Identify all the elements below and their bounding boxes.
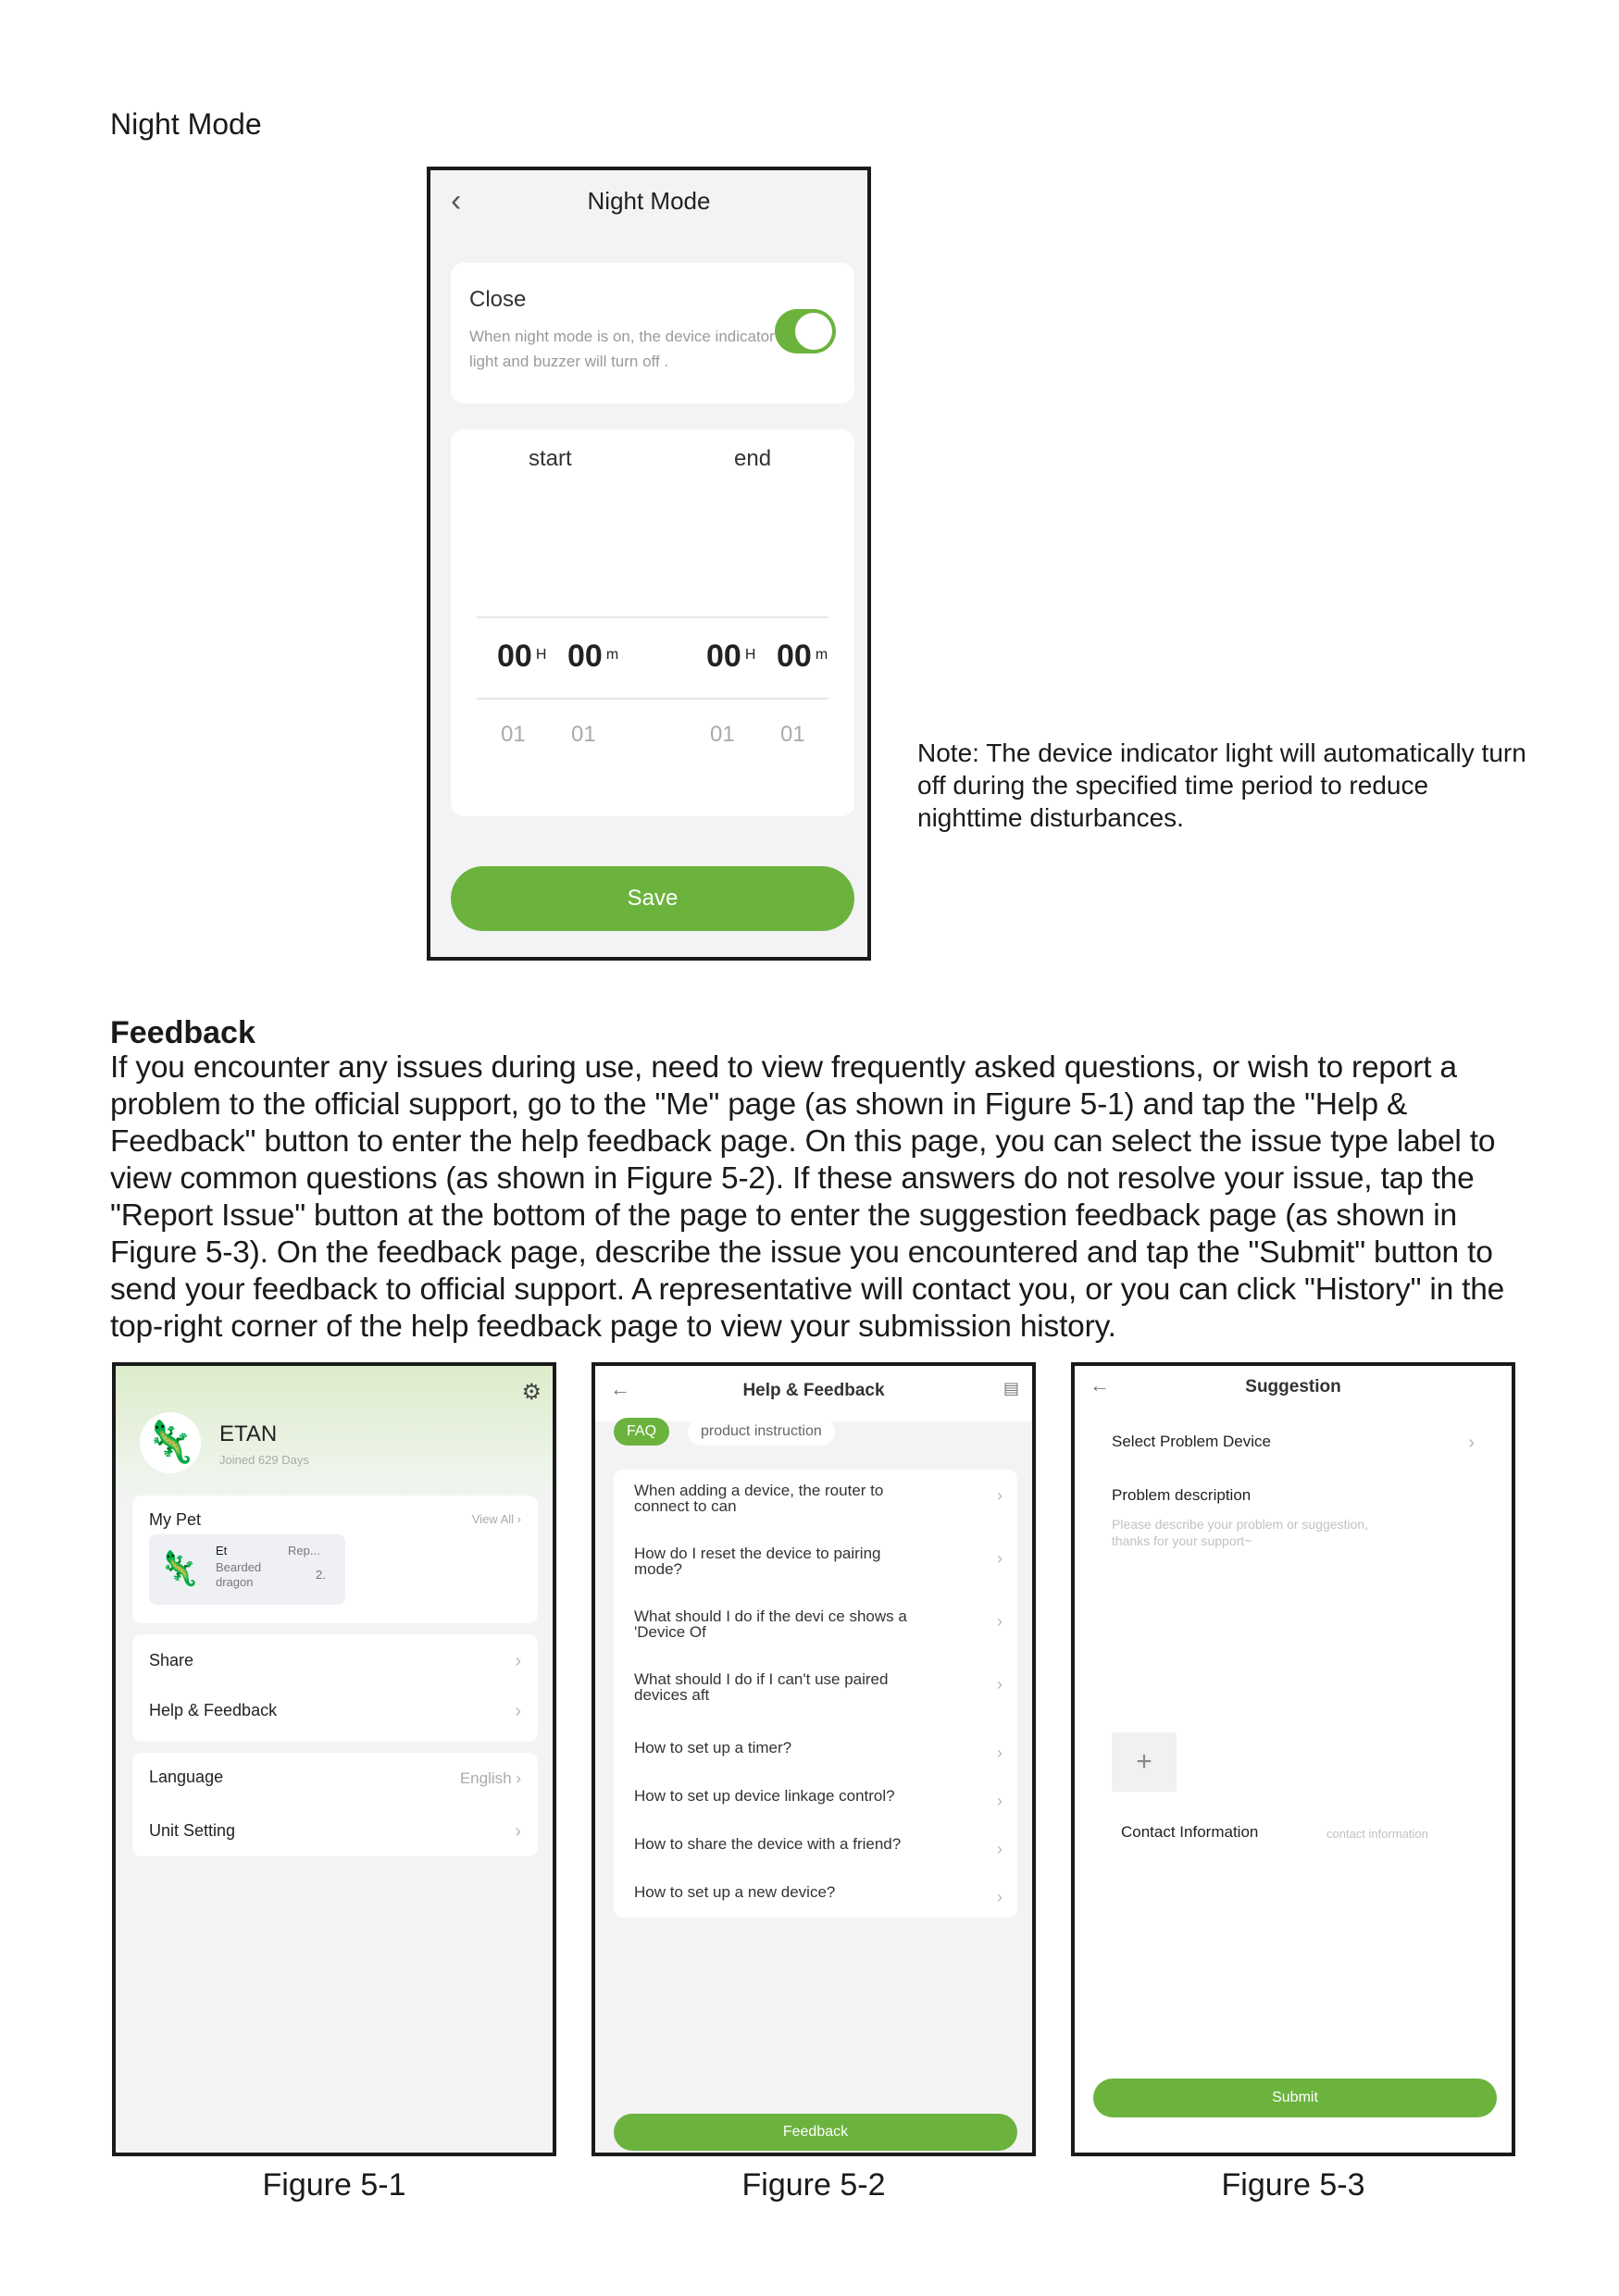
contact-information-input[interactable]: contact information	[1326, 1827, 1428, 1841]
figure-5-3-suggestion	[1071, 1362, 1515, 2156]
tab-faq[interactable]: FAQ	[614, 1418, 669, 1446]
language-label: Language	[149, 1768, 224, 1786]
time-picker-card	[451, 429, 854, 816]
pet-species-line1: Bearded	[216, 1560, 262, 1574]
view-all-link[interactable]: View All ›	[471, 1512, 521, 1526]
chevron-right-icon: ›	[997, 1744, 1003, 1762]
figure-5-1-caption: Figure 5-1	[262, 2167, 406, 2203]
toggle-label: Close	[469, 287, 527, 312]
picker-divider-top	[477, 616, 828, 618]
chameleon-avatar-icon: 🦎	[140, 1412, 201, 1473]
minute-unit: m	[605, 647, 619, 663]
pet-card[interactable]	[149, 1534, 345, 1605]
faq-question-line1: How to set up a timer?	[634, 1739, 792, 1756]
feedback-button[interactable]: Feedback	[614, 2114, 1017, 2151]
bearded-dragon-icon: 🦎	[158, 1549, 200, 1587]
faq-question-line1: How to set up device linkage control?	[634, 1787, 895, 1805]
end-hour: 00	[706, 639, 741, 674]
select-device-label: Select Problem Device	[1112, 1433, 1271, 1450]
submit-button[interactable]: Submit	[1093, 2079, 1497, 2117]
problem-description-label: Problem description	[1112, 1486, 1252, 1504]
pet-name: Et	[216, 1544, 228, 1558]
faq-question-line2: devices aft	[634, 1686, 710, 1704]
select-device-row[interactable]	[1112, 1433, 1475, 1451]
my-pet-card	[132, 1496, 538, 1623]
unit-setting-row[interactable]	[149, 1821, 521, 1841]
faq-question-line1: What should I do if I can't use paired	[634, 1670, 889, 1688]
help-feedback-row[interactable]	[149, 1701, 521, 1720]
night-mode-heading: Night Mode	[110, 107, 262, 141]
night-mode-note: Note: The device indicator light will automatically turn off during the specified time period to reduce nighttime disturbances.	[917, 738, 1526, 832]
minute-unit: m	[815, 647, 828, 663]
problem-placeholder-line2: thanks for your support~	[1112, 1533, 1252, 1548]
chevron-right-icon: ›	[997, 1486, 1003, 1505]
faq-question-line1: When adding a device, the router to	[634, 1482, 884, 1499]
hour-unit: H	[744, 647, 756, 663]
figure-5-2-help-feedback	[592, 1362, 1036, 2156]
night-mode-title: Night Mode	[587, 187, 711, 215]
pet-extra: Rep...	[288, 1544, 320, 1558]
faq-list	[614, 1470, 1017, 1917]
faq-question-line1: How to set up a new device?	[634, 1883, 836, 1901]
user-name: ETAN	[219, 1421, 278, 1446]
night-mode-topbar	[430, 170, 867, 237]
faq-question-line1: What should I do if the devi ce shows a	[634, 1607, 907, 1625]
hour-unit: H	[535, 647, 547, 663]
arrow-left-icon[interactable]: ←	[1090, 1373, 1110, 1396]
toggle-description: When night mode is on, the device indicator light and buzzer will turn off .	[469, 328, 775, 370]
night-mode-screenshot	[427, 167, 871, 961]
share-label: Share	[149, 1651, 194, 1669]
chevron-left-icon[interactable]: ‹	[451, 183, 462, 218]
contact-information-label: Contact Information	[1121, 1823, 1259, 1841]
faq-item[interactable]	[634, 1835, 1003, 1858]
start-hour: 00	[497, 639, 532, 674]
share-row[interactable]	[149, 1651, 521, 1670]
language-value-chevron: English ›	[459, 1769, 521, 1787]
faq-question-line2: connect to can	[634, 1497, 737, 1515]
chevron-right-icon: ›	[997, 1612, 1003, 1631]
faq-item[interactable]	[634, 1883, 1003, 1906]
next-start-hour: 01	[501, 722, 526, 747]
next-end-minute: 01	[780, 722, 805, 747]
save-button[interactable]: Save	[451, 866, 854, 931]
feedback-paragraph: If you encounter any issues during use, need to view frequently asked questions, or wish to report a problem to the official support, go to the "Me" page (as shown in Figure 5-1) and tap the "Help & Feedback" button to enter the help feedback page. On this page, you can select the issue type label to view common questions (as shown in Figure 5-2). If these answers do not resolve your issue, tap the "Report Issue" button at the bottom of the page to enter the suggestion feedback page (as shown in Figure 5-3). On the feedback page, describe the issue you encountered and tap the "Submit" button to send your feedback to official support. A representative will contact you, or you can click "History" in the top-right corner of the help feedback page to view your submission history.	[110, 1050, 1505, 1344]
help-feedback-title: Help & Feedback	[742, 1381, 885, 1400]
help-feedback-label: Help & Feedback	[149, 1701, 278, 1719]
figure-5-3-caption: Figure 5-3	[1221, 2167, 1365, 2203]
next-end-hour: 01	[710, 722, 735, 747]
language-row[interactable]	[149, 1768, 521, 1787]
start-label: start	[529, 446, 572, 471]
faq-question-line1: How to share the device with a friend?	[634, 1835, 902, 1853]
language-value: English	[459, 1769, 512, 1787]
chevron-right-icon: ›	[997, 1840, 1003, 1858]
faq-item[interactable]	[634, 1545, 1003, 1577]
language-unit-card	[132, 1753, 538, 1856]
chevron-right-icon: ›	[997, 1675, 1003, 1694]
profile-header	[116, 1366, 553, 1514]
tab-product-instruction[interactable]: product instruction	[688, 1418, 835, 1446]
figure-5-2-caption: Figure 5-2	[741, 2167, 886, 2203]
settings-gear-icon[interactable]: ⚙	[521, 1380, 542, 1405]
faq-item[interactable]	[634, 1671, 1003, 1703]
figure-5-1-me-page	[112, 1362, 556, 2156]
start-minute: 00	[567, 639, 603, 674]
pet-count: 2.	[316, 1568, 326, 1582]
night-mode-toggle-card	[451, 263, 854, 403]
faq-question-line1: How do I reset the device to pairing	[634, 1545, 881, 1562]
chevron-right-icon: ›	[515, 1651, 521, 1671]
suggestion-body	[1075, 1414, 1512, 2156]
history-icon[interactable]: ▤	[1003, 1379, 1019, 1397]
chevron-right-icon: ›	[997, 1888, 1003, 1906]
end-minute: 00	[777, 639, 812, 674]
night-mode-toggle[interactable]	[775, 309, 836, 354]
pet-species-line2: dragon	[216, 1575, 254, 1589]
my-pet-label: My Pet	[149, 1510, 202, 1529]
suggestion-title: Suggestion	[1245, 1377, 1341, 1396]
problem-placeholder-line1: Please describe your problem or suggestion,	[1112, 1517, 1369, 1532]
faq-question-line2: mode?	[634, 1560, 682, 1578]
chevron-right-icon: ›	[997, 1549, 1003, 1568]
chevron-right-icon: ›	[1468, 1433, 1475, 1453]
view-all-text: View All	[471, 1512, 515, 1526]
toggle-knob	[795, 313, 832, 350]
chevron-right-icon: ›	[997, 1792, 1003, 1810]
chevron-right-icon: ›	[515, 1821, 521, 1842]
end-hour-wheel[interactable]	[706, 639, 755, 675]
faq-question-line2: 'Device Of	[634, 1623, 706, 1641]
end-minute-wheel[interactable]	[777, 639, 828, 675]
next-start-minute: 01	[571, 722, 596, 747]
suggestion-header	[1075, 1366, 1512, 1421]
picker-divider-bottom	[477, 698, 828, 700]
faq-item[interactable]	[634, 1787, 1003, 1810]
joined-days: Joined 629 Days	[219, 1453, 309, 1467]
chevron-right-icon: ›	[515, 1701, 521, 1721]
faq-item[interactable]	[634, 1483, 1003, 1514]
start-hour-wheel[interactable]	[497, 639, 546, 675]
faq-item[interactable]	[634, 1739, 1003, 1762]
add-image-plus-icon[interactable]: +	[1112, 1732, 1177, 1792]
help-feedback-header	[595, 1366, 1032, 1421]
faq-item[interactable]	[634, 1608, 1003, 1640]
feedback-heading: Feedback	[110, 1015, 255, 1050]
end-label: end	[734, 446, 772, 471]
arrow-left-icon[interactable]: ←	[610, 1377, 630, 1400]
start-minute-wheel[interactable]	[567, 639, 618, 675]
unit-setting-label: Unit Setting	[149, 1821, 236, 1840]
share-help-card	[132, 1634, 538, 1742]
problem-textarea[interactable]	[1112, 1516, 1482, 1664]
my-pet-row	[149, 1510, 521, 1530]
